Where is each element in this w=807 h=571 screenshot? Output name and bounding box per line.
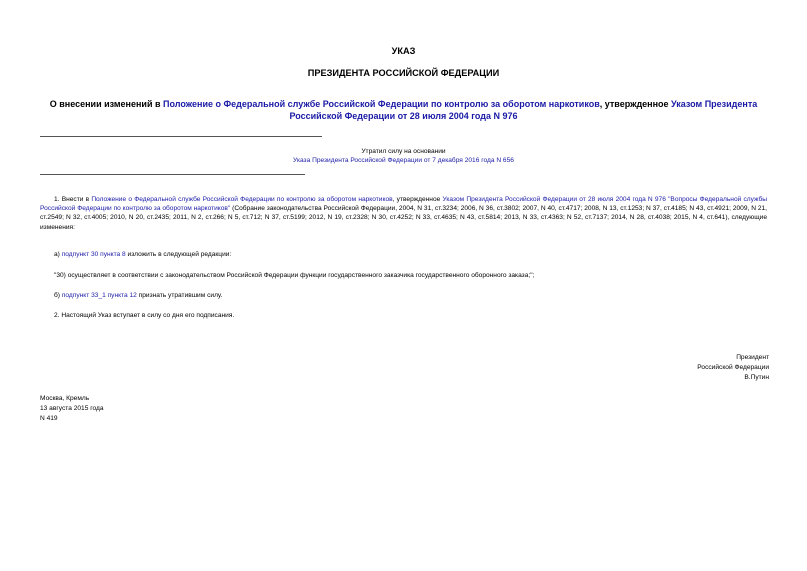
doc-heading — [40, 99, 767, 122]
heading-regulation-link[interactable]: Положение о Федеральной службе Российской Федерации по контролю за оборотом наркотиков — [163, 99, 600, 109]
repeal-notice-text: Утратил силу на основании — [361, 148, 446, 155]
heading-middle: , утвержденное — [599, 99, 672, 109]
place-date: 13 августа 2015 года — [40, 405, 104, 412]
p1-middle: , утвержденное — [392, 196, 443, 203]
paragraph-2: 2. Настоящий Указ вступает в силу со дня его подписания. — [54, 312, 235, 319]
place-date-block — [40, 394, 104, 424]
doc-subtitle: ПРЕЗИДЕНТА РОССИЙСКОЙ ФЕДЕРАЦИИ — [307, 68, 500, 78]
signature-org: Российской Федерации — [697, 364, 769, 371]
item-b — [54, 291, 222, 300]
paragraph-1 — [40, 195, 767, 232]
p1-rest: (Собрание законодательства Российской Федерации, 2004, N 31, ст.3234; 2006, N 36, ст.3802; 2007, N 40, ст.4717; 2008, N 13, ст.1253; N 37, ст.4185; N 43, ст.4921; 2009, N 21, ст.2549; N 32, ст.4005; 2010, N 20, ст.2435; 2011, N 2, ст.266; N 5, ст.712; N 37, ст.5199; 2012, N 19, ст.2328; N 30, ст.4252; N 33, ст.4635; N 43, ст.5814; 2013, N 33, ст.4363; N 52, ст.7137; 2014, N 28, ст.4038; 2015, N 4, ст.641), следующие изменения: — [40, 205, 767, 231]
item-a — [54, 250, 231, 259]
heading-decree-link[interactable]: Указом Президента Российской Федерации от 28 июля 2004 года N 976 — [289, 99, 758, 121]
item-a-rest: изложить в следующей редакции: — [125, 251, 232, 258]
signature-title: Президент — [736, 354, 769, 361]
item-b-prefix: б) — [54, 292, 62, 299]
decree-number: N 419 — [40, 415, 58, 422]
item-b-link[interactable]: подпункт 33_1 пункта 12 — [61, 292, 137, 299]
divider-bottom — [40, 174, 305, 175]
signature-block — [697, 353, 769, 383]
p1-prefix: 1. Внести в — [54, 196, 92, 203]
item-a-quote: "30) осуществляет в соответствии с законодательством Российской Федерации функции государственного заказчика государственного оборонного заказа;"; — [54, 272, 535, 279]
repeal-decree-link[interactable]: Указа Президента Российской Федерации от 7 декабря 2016 года N 656 — [293, 157, 514, 165]
signature-name: В.Путин — [744, 374, 769, 381]
p1-decree-link[interactable]: Указом Президента Российской Федерации от 28 июля 2004 года N 976 "Вопросы Федеральной службы Российской Федерации по контролю за оборотом наркотиков" — [40, 196, 768, 213]
item-a-link[interactable]: подпункт 30 пункта 8 — [61, 251, 126, 258]
item-b-rest: признать утратившим силу. — [136, 292, 223, 299]
place-city: Москва, Кремль — [40, 395, 90, 402]
item-a-prefix: а) — [54, 251, 62, 258]
divider-top — [40, 136, 322, 137]
p1-regulation-link[interactable]: Положение о Федеральной службе Российской Федерации по контролю за оборотом наркотиков — [91, 196, 393, 203]
doc-title: УКАЗ — [391, 46, 416, 56]
repeal-notice — [40, 147, 767, 166]
heading-prefix: О внесении изменений в — [49, 99, 164, 109]
